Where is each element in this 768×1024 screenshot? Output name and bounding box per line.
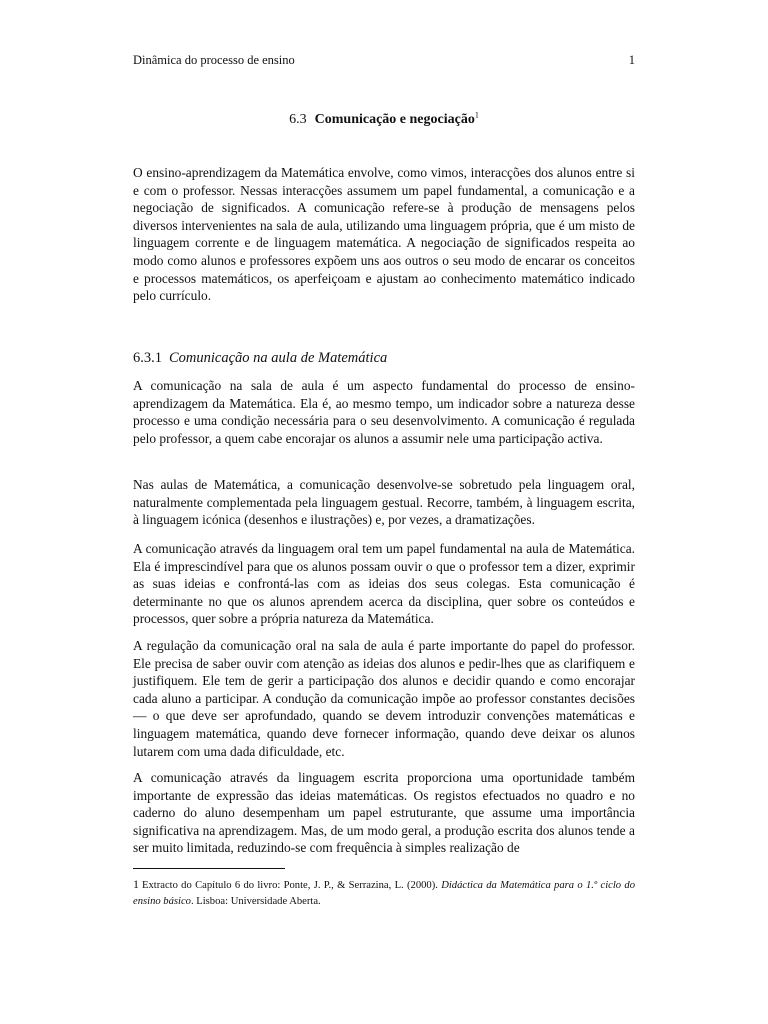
body-paragraph: A comunicação através da linguagem escrita proporciona uma oportunidade também importante de expressão das ideias matemáticas. Os registos efectuados no quadro e no caderno do aluno desempenham um papel estruturante, que assume uma importância significativa na aprendizagem. Mas, de um modo geral, a produção escrita dos alunos tende a ser muito limitada, reduzindo-se com frequência à simples realização de bbox=[133, 770, 635, 856]
subsection-title: Comunicação na aula de Matemática bbox=[169, 350, 388, 366]
body-paragraph: A comunicação na sala de aula é um aspecto fundamental do processo de ensino-aprendizagem da Matemática. Ela é, ao mesmo tempo, um indicador sobre a natureza desse processo e uma condição necessária para o seu desenvolvimento. A comunicação é regulada pelo professor, a quem cabe encorajar os alunos a assumir nele uma participação activa. bbox=[133, 378, 635, 446]
footnote-text-before: Extracto do Capítulo 6 do livro: Ponte, J. P., & Serrazina, L. (2000). bbox=[142, 880, 442, 891]
body-paragraph: A regulação da comunicação oral na sala de aula é parte importante do papel do professor. Ele precisa de saber ouvir com atenção as ideias dos alunos e pedir-lhes que as clarifiquem e justifiquem. Ele tem de gerir a participação dos alunos e decidir quando e como encorajar cada aluno a participar. A condução da comunicação impõe ao professor constantes decisões — o que deve ser aprofundado, quando se devem introduzir convenções matemáticas e linguagem matemática, quando deve fornecer informação, quando deve deixar os alunos lutarem com uma dada dificuldade, etc. bbox=[133, 638, 635, 759]
section-title: Comunicação e negociação bbox=[314, 112, 475, 127]
section-number: 6.3 bbox=[289, 112, 307, 127]
footnote-marker: 1 bbox=[133, 877, 139, 891]
footnote-divider bbox=[133, 868, 285, 869]
body-paragraph: Nas aulas de Matemática, a comunicação desenvolve-se sobretudo pela linguagem oral, naturalmente complementada pela linguagem gestual. Recorre, também, à linguagem escrita, à linguagem icónica (desenhos e ilustrações) e, por vezes, a dramatizações. bbox=[133, 477, 635, 528]
document-page bbox=[133, 0, 635, 1024]
footnote-reference[interactable]: 1 bbox=[474, 110, 479, 120]
running-header bbox=[133, 51, 635, 69]
body-paragraph: A comunicação através da linguagem oral tem um papel fundamental na aula de Matemática. Ela é imprescindível para que os alunos possam ouvir o que o professor tem a dizer, exprimir as suas ideias e confrontá-las com as ideias dos seus colegas. Esta comunicação é determinante no que os alunos aprendem acerca da disciplina, quer sobre os conteúdos e processos, quer sobre a própria natureza da Matemática. bbox=[133, 541, 635, 627]
section-heading bbox=[133, 110, 635, 130]
footnote-book-title: Didáctica da Matemática para o 1.º ciclo do ensino básico bbox=[133, 880, 635, 907]
footnote bbox=[133, 876, 635, 910]
intro-paragraph: O ensino-aprendizagem da Matemática envolve, como vimos, interacções dos alunos entre si e com o professor. Nessas interacções assumem um papel fundamental, a comunicação e a negociação de significados. A comunicação refere-se à produção de mensagens pelos diversos intervenientes na sala de aula, utilizando uma linguagem própria, que é um misto de linguagem corrente e de linguagem matemática. A negociação de significados respeita ao modo como alunos e professores expõem uns aos outros o seu modo de encarar os conceitos e processos matemáticos, os aperfeiçoam e ajustam ao conhecimento matemático indicado pelo currículo. bbox=[133, 165, 635, 304]
subsection-heading bbox=[133, 348, 635, 368]
page-number: 1 bbox=[628, 53, 635, 67]
running-header-title: Dinâmica do processo de ensino bbox=[133, 53, 295, 67]
subsection-number: 6.3.1 bbox=[133, 350, 162, 366]
footnote-text-after: . Lisboa: Universidade Aberta. bbox=[190, 896, 321, 907]
